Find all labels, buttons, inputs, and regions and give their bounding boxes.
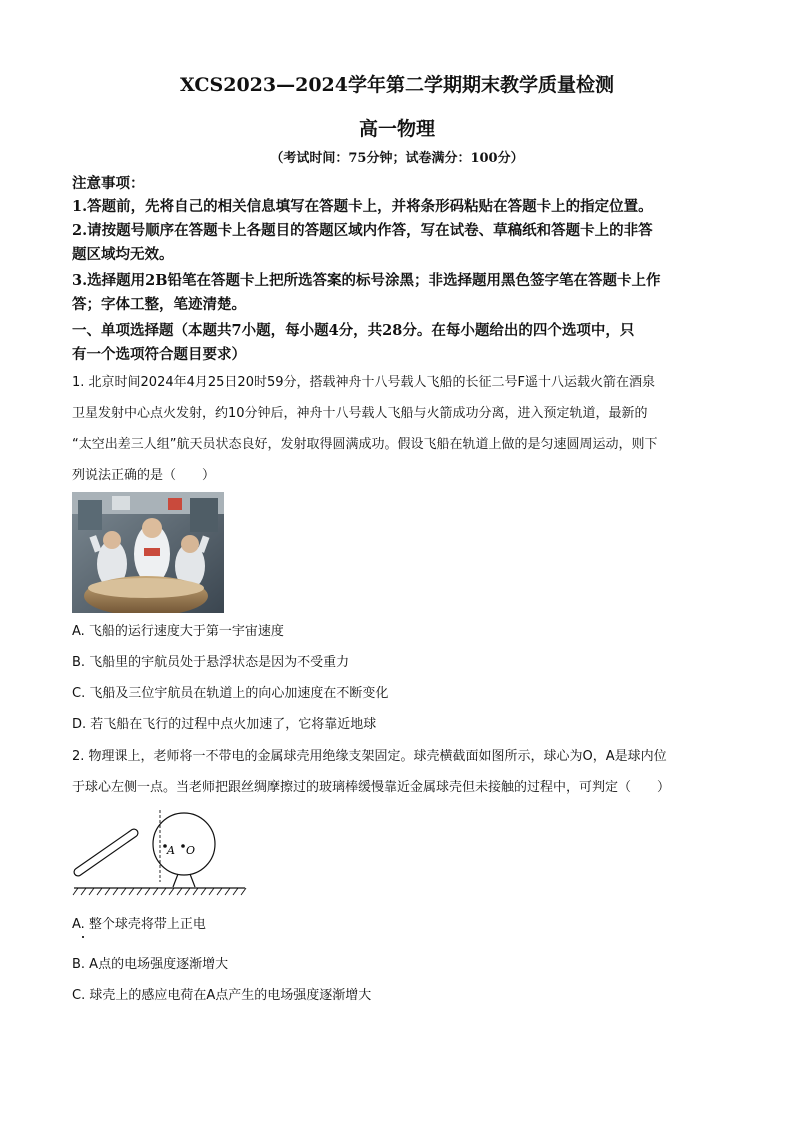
ground-surface [73, 888, 246, 895]
notice-item-3-line2: 答；字体工整，笔迹清楚。 [72, 296, 246, 313]
q1-option-c: C. 飞船及三位宇航员在轨道上的向心加速度在不断变化 [72, 686, 389, 701]
exam-title: XCS2023—2024学年第二学期期末教学质量检测 [179, 74, 614, 96]
q1-line2: 卫星发射中心点火发射，约10分钟后，神舟十八号载人飞船与火箭成功分离，进入预定轨道，最新的 [72, 406, 648, 421]
sphere-shell-figure [72, 806, 247, 902]
section-heading-line1: 一、单项选择题（本题共7小题，每小题4分，共28分。在每小题给出的四个选项中，只 [72, 322, 635, 339]
q2-option-c: C. 球壳上的感应电荷在A点产生的电场强度逐渐增大 [72, 988, 372, 1003]
astronauts-photo [72, 492, 224, 613]
notice-item-3-line1: 3.选择题用2B铅笔在答题卡上把所选答案的标号涂黑；非选择题用黑色签字笔在答题卡上作 [72, 272, 661, 289]
insulating-stand [173, 874, 195, 887]
q2-line1: 2. 物理课上，老师将一不带电的金属球壳用绝缘支架固定。球壳横截面如图所示，球心为O，A是球内位 [72, 749, 667, 764]
glass-rod [78, 833, 134, 872]
notice-item-2-line1: 2.请按题号顺序在答题卡上各题目的答题区域内作答，写在试卷、草稿纸和答题卡上的非答 [72, 222, 653, 239]
q1-line4: 列说法正确的是（ ） [72, 468, 216, 483]
exam-info: （考试时间：75分钟；试卷满分：100分） [270, 151, 524, 166]
center-o-dot [181, 844, 185, 848]
notice-item-1: 1.答题前，先将自己的相关信息填写在答题卡上，并将条形码粘贴在答题卡上的指定位置。 [72, 198, 653, 215]
subject-title: 高一物理 [358, 118, 435, 140]
q2-option-a: A. 整个球壳将带上正电 [72, 917, 206, 932]
q1-line1: 1. 北京时间2024年4月25日20时59分，搭载神舟十八号载人飞船的长征二号F遥十八运载火箭在酒泉 [72, 375, 655, 390]
metal-shell [153, 813, 215, 875]
q1-option-d: D. 若飞船在飞行的过程中点火加速了，它将靠近地球 [72, 717, 377, 732]
label-a: A [167, 844, 175, 857]
q1-option-b: B. 飞船里的宇航员处于悬浮状态是因为不受重力 [72, 655, 350, 670]
q2-line2: 于球心左侧一点。当老师把跟丝绸摩擦过的玻璃棒缓慢靠近金属球壳但未接触的过程中，可判定（ ） [72, 780, 671, 795]
section-heading-line2: 有一个选项符合题目要求） [72, 346, 246, 363]
q1-option-a: A. 飞船的运行速度大于第一宇宙速度 [72, 624, 284, 639]
q1-line3: “太空出差三人组”航天员状态良好，发射取得圆满成功。假设飞船在轨道上做的是匀速圆周运动，则下 [72, 437, 658, 452]
notice-heading: 注意事项： [72, 175, 145, 192]
notice-item-2-line2: 题区域均无效。 [72, 246, 174, 263]
stray-dot [82, 936, 84, 938]
q2-option-b: B. A点的电场强度逐渐增大 [72, 957, 229, 972]
label-o: O [186, 844, 196, 857]
